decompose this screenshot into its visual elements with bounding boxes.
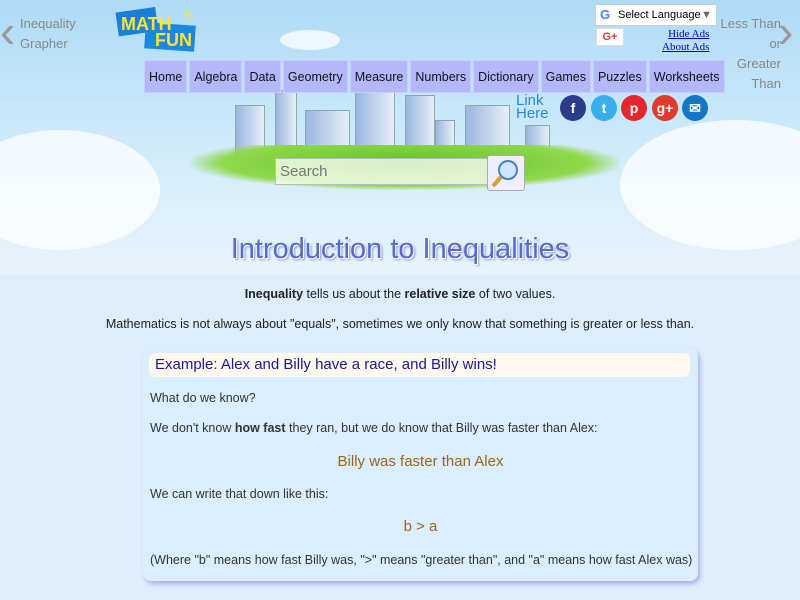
nav-dictionary[interactable]: Dictionary <box>473 60 539 93</box>
math-is-fun-logo[interactable] <box>115 4 200 52</box>
example-question: What do we know? <box>150 391 256 405</box>
cloud <box>0 130 160 250</box>
email-icon[interactable]: ✉ <box>682 95 708 121</box>
bold-text: how fast <box>234 421 286 435</box>
example-line-3: (Where "b" means how fast Billy was, ">" means "greater than", and "a" means how fast Alex was) <box>150 553 693 567</box>
example-heading: Example: Alex and Billy have a race, and Billy wins! <box>149 353 690 377</box>
nav-geometry[interactable]: Geometry <box>283 60 348 93</box>
chevron-left-icon[interactable]: ‹ <box>0 5 16 57</box>
cloud <box>620 120 800 250</box>
about-ads-link[interactable]: About Ads <box>662 41 710 53</box>
example-line-2: We can write that down like this: <box>150 487 329 501</box>
nav-puzzles[interactable]: Puzzles <box>593 60 647 93</box>
cloud <box>280 30 340 50</box>
prev-line1: Inequality <box>20 16 76 31</box>
intro-bold-2: relative size <box>404 287 476 301</box>
hide-ads-link[interactable]: Hide Ads <box>668 28 710 40</box>
intro-paragraph-2: Mathematics is not always about "equals", sometimes we only know that something is greater or less than. <box>105 317 695 331</box>
nav-worksheets[interactable]: Worksheets <box>649 60 725 93</box>
svg-text:is: is <box>185 10 194 21</box>
language-label: Select Language <box>618 9 701 21</box>
pinterest-icon[interactable]: p <box>621 95 647 121</box>
nav-home[interactable]: Home <box>144 60 187 93</box>
text: We don't know <box>150 421 235 435</box>
intro-text-2: of two values. <box>475 287 556 301</box>
example-line-1 <box>150 421 598 435</box>
intro-bold-1: Inequality <box>244 287 304 301</box>
google-plus-button[interactable]: G+ <box>596 28 624 46</box>
nav-games[interactable]: Games <box>541 60 591 93</box>
google-plus-icon[interactable]: g+ <box>652 95 678 121</box>
ads-links <box>662 28 709 54</box>
example-box <box>143 348 698 581</box>
magnifier-icon <box>488 156 524 190</box>
link-here[interactable] <box>516 94 549 120</box>
example-inequality: b > a <box>403 518 438 535</box>
google-icon: G <box>600 7 611 22</box>
next-line2: Greater Than <box>736 56 781 91</box>
main-nav <box>144 60 725 93</box>
nav-data[interactable]: Data <box>244 60 280 93</box>
svg-text:FUN: FUN <box>155 30 192 50</box>
intro-text-1: tells us about the <box>303 287 405 301</box>
link-line2: Here <box>516 105 549 122</box>
facebook-icon[interactable]: f <box>560 95 586 121</box>
prev-page-link[interactable] <box>20 14 76 54</box>
nav-measure[interactable]: Measure <box>350 60 409 93</box>
twitter-icon[interactable]: t <box>591 95 617 121</box>
next-line1: Less Than or <box>720 16 781 51</box>
text: they ran, but we do know that Billy was faster than Alex: <box>285 421 598 435</box>
page-title: Introduction to Inequalities <box>230 233 570 265</box>
search-input[interactable] <box>275 158 488 185</box>
dropdown-arrow-icon: ▼ <box>701 9 712 21</box>
nav-numbers[interactable]: Numbers <box>410 60 471 93</box>
chevron-right-icon[interactable]: › <box>778 5 794 57</box>
svg-text:MATH: MATH <box>121 14 172 34</box>
prev-line2: Grapher <box>20 36 68 51</box>
link-line1: Link <box>516 92 544 109</box>
intro-paragraph <box>0 287 800 301</box>
language-select[interactable] <box>595 4 717 26</box>
search-button[interactable] <box>487 155 525 191</box>
nav-algebra[interactable]: Algebra <box>189 60 242 93</box>
example-statement: Billy was faster than Alex <box>337 453 504 470</box>
